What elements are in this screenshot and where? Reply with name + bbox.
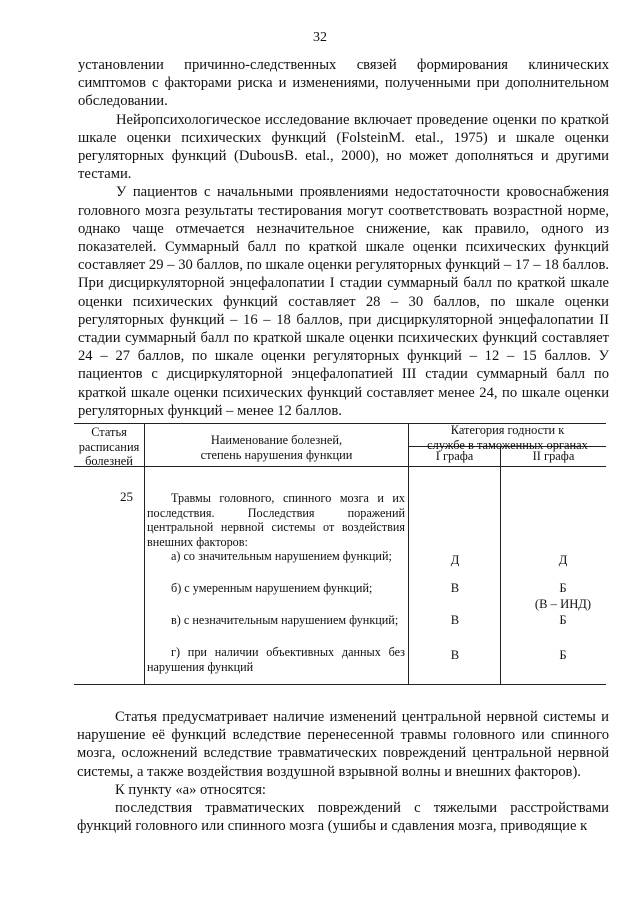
after-table-text bbox=[77, 708, 609, 835]
intro-paragraph-2: Нейропсихологическое исследование включает проведение оценки по краткой шкале оценки психических функций (FolsteinM. etal., 1975) и шкале оценки регуляторных функций (DubousB. etal., 2000), но может дополняться и другими тестами. bbox=[78, 111, 609, 183]
after-paragraph-3: последствия травматических повреждений с тяжелыми расстройствами функций головного или спинного мозга (ушибы и сдавления мозга, приводящие к bbox=[77, 800, 609, 835]
header-category bbox=[409, 423, 606, 452]
row-b-graph-2-note: (В – ИНД) bbox=[534, 597, 592, 611]
intro-paragraph-1: установлении причинно-следственных связей формирования клинических симптомов с факторами риска и изменениями, полученными при дополнительном обследовании. bbox=[78, 57, 609, 110]
table-col-divider-3 bbox=[500, 446, 501, 685]
header-graph-1: I графа bbox=[435, 449, 474, 463]
row-b-graph-2: Б bbox=[559, 581, 567, 595]
after-paragraph-2: К пункту «а» относятся: bbox=[115, 781, 266, 798]
header-article-line-2: расписания bbox=[78, 439, 140, 454]
row-b-text: б) с умеренным нарушением функций; bbox=[171, 581, 373, 595]
header-disease-line-1: Наименование болезней, bbox=[210, 433, 343, 447]
table-header-bottom-border bbox=[74, 466, 606, 467]
row-c-text: в) с незначительным нарушением функций; bbox=[171, 613, 399, 627]
row-a-graph-1: Д bbox=[450, 553, 460, 567]
intro-text bbox=[78, 56, 609, 420]
page-number: 32 bbox=[313, 30, 327, 45]
header-article-line-3: болезней bbox=[85, 454, 133, 468]
row-d-graph-2: Б bbox=[559, 648, 567, 662]
row-c-graph-1: В bbox=[450, 613, 460, 627]
header-category-line-2: службе в таможенных органах bbox=[427, 437, 588, 452]
row-c-graph-2: Б bbox=[559, 613, 567, 627]
row-d-text: г) при наличии объективных данных без нарушения функций bbox=[147, 645, 405, 674]
table-bottom-border bbox=[74, 684, 606, 685]
row-b-graph-1: В bbox=[450, 581, 460, 595]
row-a-graph-2: Д bbox=[558, 553, 568, 567]
header-article bbox=[74, 425, 144, 469]
article-number: 25 bbox=[120, 489, 133, 504]
header-article-line-1: Статья bbox=[91, 425, 127, 439]
disease-description: Травмы головного, спинного мозга и их последствия. Последствия поражений центральной нервной системы от воздействия внешних факторов: bbox=[147, 491, 405, 549]
row-a-text: а) со значительным нарушением функций; bbox=[171, 549, 392, 563]
intro-paragraph-3: У пациентов с начальными проявлениями недостаточности кровоснабжения головного мозга результаты тестирования могут соответствовать возрастной норме, однако чаще отмечается незначительное снижение, как правило, одного из показателей. Суммарный балл по краткой шкале оценки психических функций составляет 29 – 30 баллов, по шкале оценки регуляторных функций – 17 – 18 баллов. При дисциркуляторной энцефалопатии I стадии суммарный балл по краткой шкале оценки психических функций составляет 28 – 30 баллов, по шкале оценки регуляторных функций – 16 – 18 баллов, при дисциркуляторной энцефалопатии II стадии суммарный балл по краткой шкале оценки психических функций составляет 24 – 27 баллов, по шкале оценки регуляторных функций – 12 – 15 баллов. У пациентов с дисциркуляторной энцефалопатией III стадии суммарный балл по краткой шкале оценки психических функций составляет менее 24, по шкале оценки регуляторных функций – менее 12 баллов. bbox=[78, 184, 609, 419]
header-disease-line-2: степень нарушения функции bbox=[200, 447, 353, 462]
after-paragraph-1: Статья предусматривает наличие изменений центральной нервной системы и нарушение её функций вследствие перенесенной травмы головного или спинного мозга, осложнений вследствие травматических повреждений центральной нервной системы, а также воздействия воздушной взрывной волны и внешних факторов). bbox=[77, 709, 609, 780]
table-col-divider-1 bbox=[144, 423, 145, 685]
header-disease bbox=[145, 433, 408, 462]
fitness-table bbox=[74, 423, 606, 685]
header-graph-2: II графа bbox=[532, 449, 575, 463]
header-category-line-1: Категория годности к bbox=[450, 423, 565, 437]
row-d-graph-1: В bbox=[450, 648, 460, 662]
